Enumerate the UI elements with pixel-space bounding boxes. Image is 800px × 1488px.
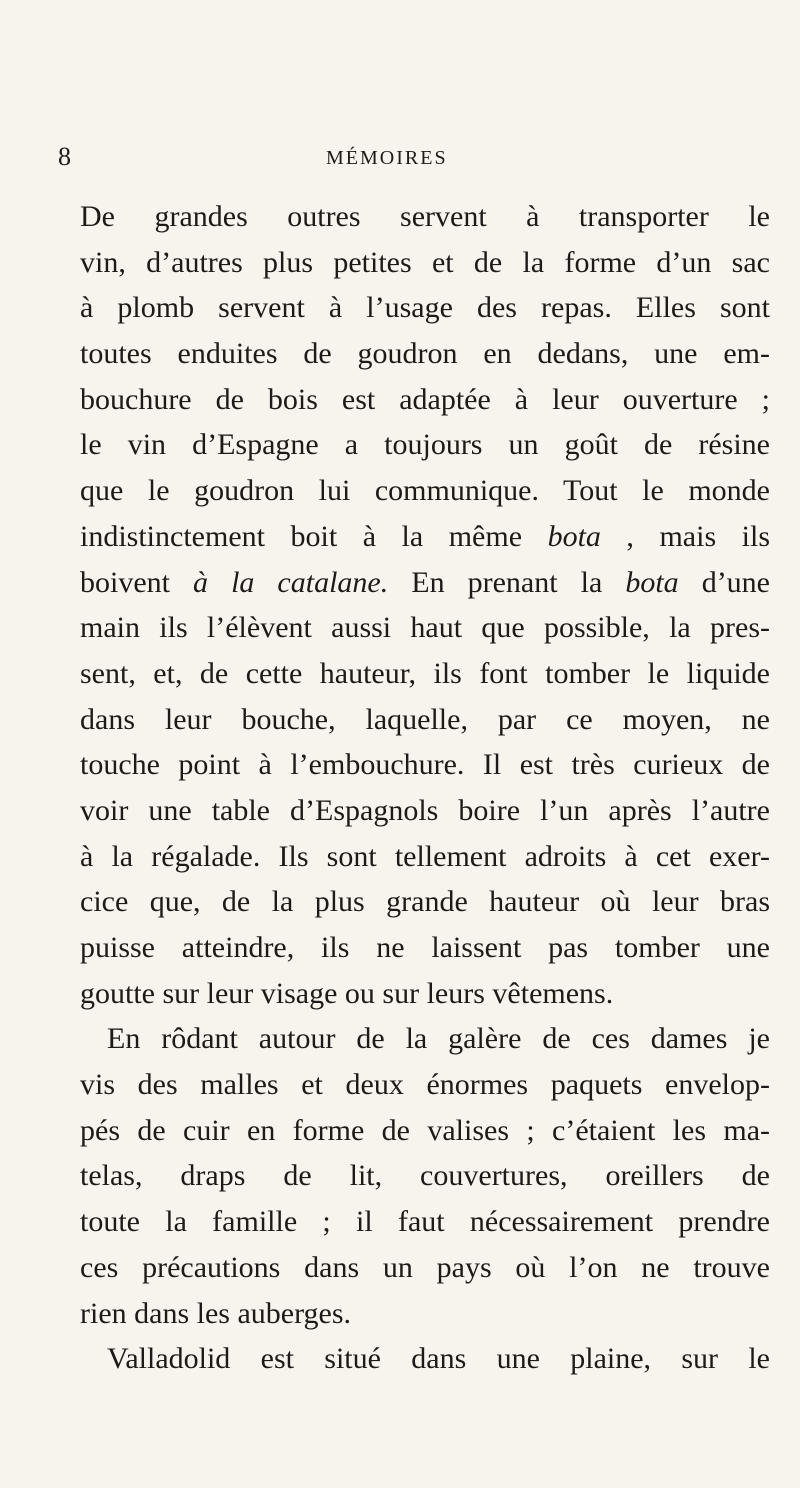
text-line: ces précautions dans un pays où l’on ne trouve <box>80 1250 770 1284</box>
text-segment: indistinctement boit à la même <box>80 519 548 553</box>
text-line: pés de cuir en forme de valises ; c’étaient les ma- <box>80 1113 770 1147</box>
text-line: le vin d’Espagne a toujours un goût de résine <box>80 428 770 462</box>
body-text <box>80 194 770 1382</box>
text-segment: , mais ils <box>600 519 770 553</box>
text-line: puisse atteindre, ils ne laissent pas tomber une <box>80 931 770 964</box>
text-line: à la régalade. Ils sont tellement adroits à cet exer- <box>80 839 770 873</box>
text-line: touche point à l’embouchure. Il est très curieux de <box>80 748 770 782</box>
text-line: cice que, de la plus grande hauteur où leur bras <box>80 885 770 919</box>
italic-term: bota <box>547 519 601 553</box>
text-line: vin, d’autres plus petites et de la forme d’un sac <box>80 245 770 279</box>
text-segment: boivent <box>80 565 194 599</box>
text-line: main ils l’élèvent aussi haut que possible, la pres- <box>80 611 770 645</box>
text-segment: En prenant la <box>388 565 626 599</box>
italic-term: à la catalane. <box>193 565 389 599</box>
text-line: Valladolid est situé dans une plaine, sur le <box>107 1342 770 1376</box>
text-line <box>80 514 770 560</box>
text-line: En rôdant autour de la galère de ces dames je <box>107 1022 770 1056</box>
text-line: que le goudron lui communique. Tout le monde <box>80 474 770 508</box>
italic-term: bota <box>625 565 679 599</box>
text-line: telas, draps de lit, couvertures, oreillers de <box>80 1159 770 1193</box>
text-line <box>80 560 770 606</box>
text-line: toutes enduites de goudron en dedans, une em- <box>80 337 770 371</box>
text-line: sent, et, de cette hauteur, ils font tomber le liquide <box>80 656 770 690</box>
text-line: dans leur bouche, laquelle, par ce moyen, ne <box>80 702 770 736</box>
text-line: toute la famille ; il faut nécessairement prendre <box>80 1205 770 1239</box>
text-line: voir une table d’Espagnols boire l’un après l’autre <box>80 793 770 827</box>
running-head: MÉMOIRES <box>326 147 448 169</box>
text-line: rien dans les auberges. <box>80 1296 352 1330</box>
page-number: 8 <box>58 142 71 171</box>
text-line: De grandes outres servent à transporter le <box>80 200 770 233</box>
text-line: goutte sur leur visage ou sur leurs vêtemens. <box>80 976 614 1010</box>
page-header <box>58 143 758 171</box>
text-line: à plomb servent à l’usage des repas. Elles sont <box>80 291 770 325</box>
text-line: vis des malles et deux énormes paquets envelop- <box>80 1068 770 1102</box>
text-line: bouchure de bois est adaptée à leur ouverture ; <box>80 382 770 416</box>
text-segment: d’une <box>678 565 770 599</box>
